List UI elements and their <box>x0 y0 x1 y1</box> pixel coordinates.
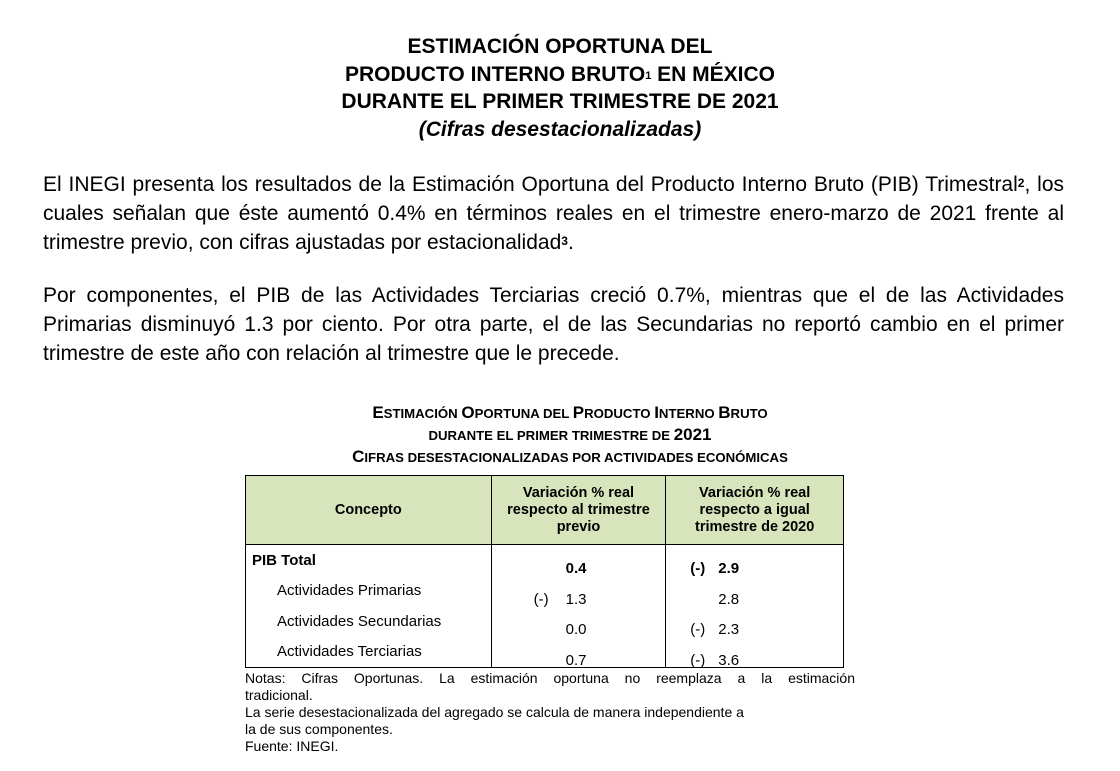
title-subtitle: (Cifras desestacionalizadas) <box>418 117 702 141</box>
note-2-continued: la de sus componentes. <box>245 721 393 737</box>
neg-marker: (-) <box>690 621 706 639</box>
paragraph-1 <box>43 170 1064 257</box>
header-concepto: Concepto <box>246 476 492 545</box>
row-var-prev <box>491 606 666 637</box>
paragraph-1-text-c: . <box>567 231 574 254</box>
title-line-2-suffix: EN MÉXICO <box>651 62 776 86</box>
value: 3.6 <box>718 651 740 669</box>
table-title-text-2: DURANTE EL PRIMER TRIMESTRE DE 2021 <box>428 425 712 444</box>
table-row <box>246 606 844 637</box>
title-line-2-text: PRODUCTO INTERNO BRUTO <box>344 62 646 86</box>
paragraph-2: Por componentes, el PIB de las Actividades Terciarias creció 0.7%, mientras que el de las Actividades Primarias disminuyó 1.3 por ciento. Por otra parte, el de las Secundarias no reportó cambio en el primer trimestre de este año con relación al trimestre que le precede. <box>43 284 1064 365</box>
paragraph-1-text-b: , los cuales señalan que éste aumentó 0.4% en términos reales en el trimestre enero-marzo de 2021 frente al trimestre previo, con cifras ajustadas por estacionalidad <box>43 173 1065 254</box>
table-title-line-3 <box>200 446 940 469</box>
note-1-continued: tradicional. <box>245 687 313 703</box>
row-var-prev <box>491 637 666 668</box>
row-var-annual <box>666 545 844 576</box>
neg-marker: (-) <box>690 651 706 669</box>
paragraph-1-text-a: El INEGI presenta los resultados de la Estimación Oportuna del Producto Interno Bruto (PIB) Trimestral <box>43 173 1018 196</box>
title-line-3: DURANTE EL PRIMER TRIMESTRE DE 2021 <box>341 90 779 113</box>
source-note: Fuente: INEGI. <box>245 738 339 754</box>
table-title-line-2 <box>200 424 940 447</box>
value: 0.4 <box>565 560 587 578</box>
row-var-prev <box>491 545 666 576</box>
row-var-annual <box>666 637 844 668</box>
title-line-2 <box>0 61 1120 89</box>
neg-marker: (-) <box>690 560 706 578</box>
table-title-text-1: ESTIMACIÓN OPORTUNA DEL PRODUCTO INTERNO BRUTO <box>372 403 768 422</box>
value: 1.3 <box>565 590 587 608</box>
table-header-row <box>246 476 844 545</box>
row-var-annual <box>666 576 844 607</box>
gdp-table <box>245 475 844 668</box>
note-1: Notas: Cifras Oportunas. La estimación oportuna no reemplaza a la estimación <box>245 670 855 686</box>
row-var-annual <box>666 606 844 637</box>
row-concepto: PIB Total <box>246 545 492 576</box>
note-2: La serie desestacionalizada del agregado se calcula de manera independiente a <box>245 704 744 720</box>
row-concepto: Actividades Secundarias <box>246 606 492 637</box>
table-notes <box>245 670 855 755</box>
table-row <box>246 637 844 668</box>
value: 0.7 <box>565 651 587 669</box>
header-var-prev: Variación % real respecto al trimestre previo <box>491 476 666 545</box>
value: 2.8 <box>718 590 740 608</box>
row-var-prev <box>491 576 666 607</box>
value: 2.9 <box>718 560 740 578</box>
row-concepto: Actividades Primarias <box>246 576 492 607</box>
footnote-ref-1: 1 <box>645 69 652 82</box>
table-row <box>246 545 844 576</box>
table-title-text-3: CIFRAS DESESTACIONALIZADAS POR ACTIVIDADES ECONÓMICAS <box>352 447 788 466</box>
value: 2.3 <box>718 621 740 639</box>
document-title <box>0 33 1120 143</box>
table-row <box>246 576 844 607</box>
footnote-ref-2: 2 <box>1017 176 1025 190</box>
header-var-annual: Variación % real respecto a igual trimestre de 2020 <box>666 476 844 545</box>
value: 0.0 <box>565 621 587 639</box>
neg-marker: (-) <box>533 590 549 608</box>
footnote-ref-3: 3 <box>561 234 568 248</box>
table-title-line-1 <box>200 402 940 425</box>
row-concepto: Actividades Terciarias <box>246 637 492 668</box>
title-line-1: ESTIMACIÓN OPORTUNA DEL <box>407 35 713 58</box>
